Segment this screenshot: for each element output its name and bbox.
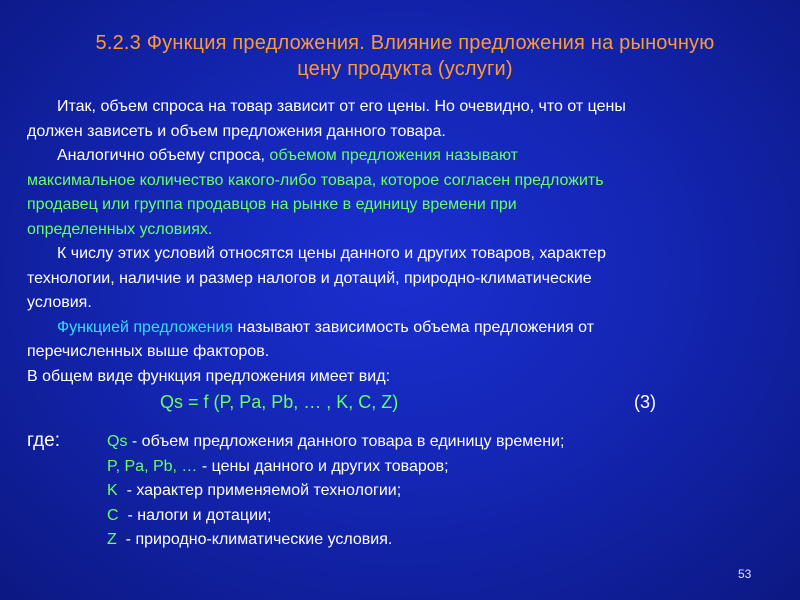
title-line-1: 5.2.3 Функция предложения. Влияние предложения на рыночную: [95, 32, 715, 54]
paragraph-5: В общем виде функция предложения имеет вид:: [27, 367, 391, 385]
paragraph-2-line-4: определенных условиях.: [27, 220, 213, 238]
paragraph-4-line-1: [27, 316, 782, 341]
definition-symbol: Z: [107, 531, 117, 548]
paragraph-3-line-1: К числу этих условий относятся цены данного и других товаров, характер: [57, 245, 606, 262]
definition-text: - налоги и дотации;: [118, 506, 272, 524]
paragraph-2-intro: Аналогично объему спроса,: [57, 147, 270, 164]
page-number: 53: [738, 567, 752, 581]
definition-text: - характер применяемой технологии;: [117, 482, 402, 499]
definition-symbol: Qs: [107, 433, 128, 450]
paragraph-4-text: называют зависимость объема предложения от: [233, 318, 595, 336]
definition-item: [107, 479, 787, 504]
slide-body: [27, 95, 782, 389]
definition-symbol: K: [107, 482, 118, 499]
paragraph-4-line-2: перечисленных выше факторов.: [27, 343, 270, 360]
paragraph-1-line-2: должен зависеть и объем предложения данного товара.: [27, 122, 446, 140]
definition-item: [107, 528, 787, 553]
supply-function-formula: Qs = f (P, Pa, Pb, … , K, C, Z): [160, 392, 399, 412]
paragraph-1-line-1: Итак, объем спроса на товар зависит от его цены. Но очевидно, что от цены: [57, 98, 626, 115]
equation-number: (3): [634, 392, 656, 412]
formula-row: [0, 392, 800, 422]
paragraph-3-line-3: условия.: [27, 294, 92, 311]
definition-item: [107, 430, 787, 455]
supply-function-term: Функцией предложения: [57, 318, 234, 336]
definition-text: - объем предложения данного товара в единицу времени;: [127, 433, 565, 450]
definition-text: - природно-климатические условия.: [116, 531, 393, 548]
definitions-list: [107, 430, 787, 553]
paragraph-2-line-3: продавец или группа продавцов на рынке в единицу времени при: [27, 196, 517, 213]
definition-symbol: C: [107, 506, 119, 524]
slide-title: [20, 30, 790, 82]
definition-item: [107, 455, 787, 480]
where-label: где:: [27, 430, 61, 451]
supply-volume-term: объемом предложения называют: [269, 147, 518, 164]
title-line-2: цену продукта (услуги): [297, 58, 513, 80]
definition-symbol: P, Pa, Pb, …: [107, 457, 198, 475]
definition-item: [107, 504, 787, 529]
paragraph-2-line-2: максимальное количество какого-либо товара, которое согласен предложить: [27, 171, 604, 189]
definition-text: - цены данного и других товаров;: [197, 457, 449, 475]
paragraph-2-line-1: [27, 144, 782, 169]
paragraph-3-line-2: технологии, наличие и размер налогов и дотаций, природно-климатические: [27, 269, 592, 287]
